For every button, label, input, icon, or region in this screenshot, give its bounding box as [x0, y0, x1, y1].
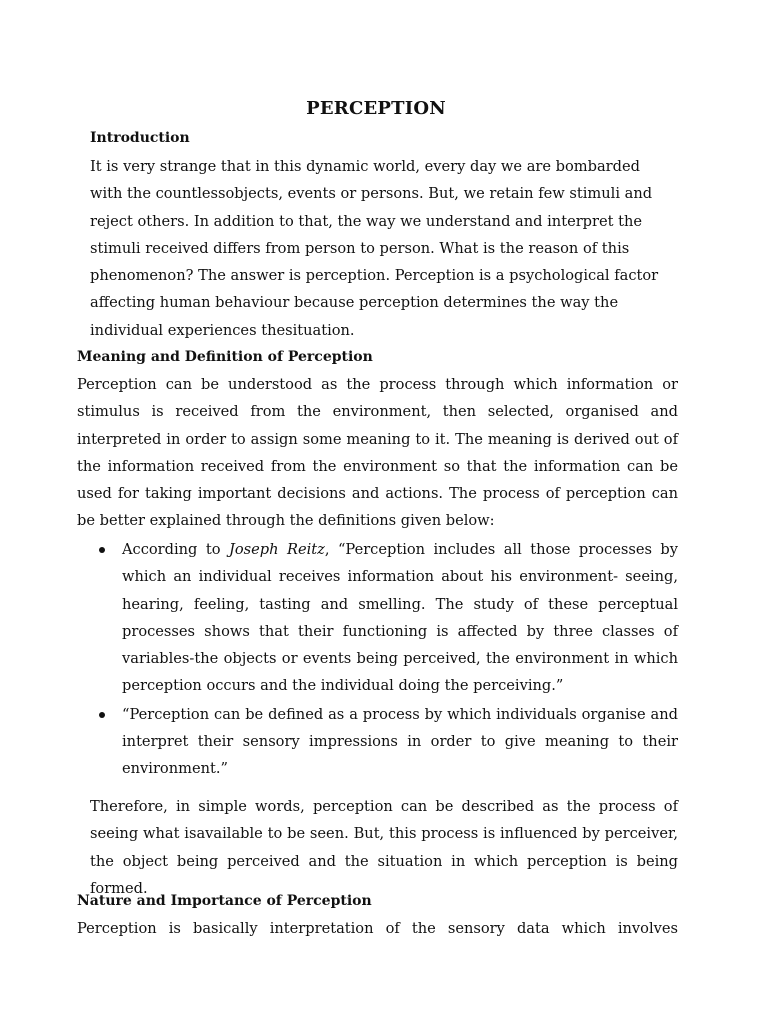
introduction-heading: Introduction	[90, 130, 190, 146]
meaning-heading: Meaning and Definition of Perception	[77, 349, 373, 365]
definition-text: “Perception can be defined as a process by which individuals organise and interpret their sensory impressions in order to give meaning to their environment.”	[122, 705, 678, 778]
bullet-icon	[99, 712, 105, 718]
definition-author: Joseph Reitz	[229, 541, 325, 558]
list-item	[77, 701, 678, 783]
nature-paragraph: Perception is basically interpretation of the sensory data which involves	[77, 920, 678, 937]
meaning-paragraph: Perception can be understood as the process through which information or stimulus is received from the environment, then selected, organised and interpreted in order to assign some meaning to it. The meaning is derived out of the information received from the environment so that the information can be used for taking important decisions and actions. The process of perception can be better explained through the definitions given below:	[77, 376, 678, 530]
conclusion-paragraph: Therefore, in simple words, perception can be described as the process of seeing what isavailable to be seen. But, this process is influenced by perceiver, the object being perceived and the situation in which perception is being formed.	[90, 798, 678, 897]
definition-quote: , “Perception includes all those processes by which an individual receives information about his environment- seeing, hearing, feeling, tasting and smelling. The study of these perceptual processes shows that their functioning is affected by three classes of variables-the objects or events being perceived, the environment in which perception occurs and the individual doing the perceiving.”	[122, 541, 678, 695]
definitions-list	[77, 536, 678, 784]
page-title: PERCEPTION	[306, 98, 446, 119]
definition-prefix: According to	[122, 541, 229, 558]
bullet-icon	[99, 547, 105, 553]
introduction-paragraph: It is very strange that in this dynamic world, every day we are bombarded with the countlessobjects, events or persons. But, we retain few stimuli and reject others. In addition to that, the way we understand and interpret the stimuli received differs from person to person. What is the reason of this phenomenon? The answer is perception. Perception is a psychological factor affecting human behaviour because perception determines the way the individual experiences thesituation.	[90, 158, 659, 339]
list-item	[77, 536, 678, 700]
nature-heading: Nature and Importance of Perception	[77, 893, 372, 909]
